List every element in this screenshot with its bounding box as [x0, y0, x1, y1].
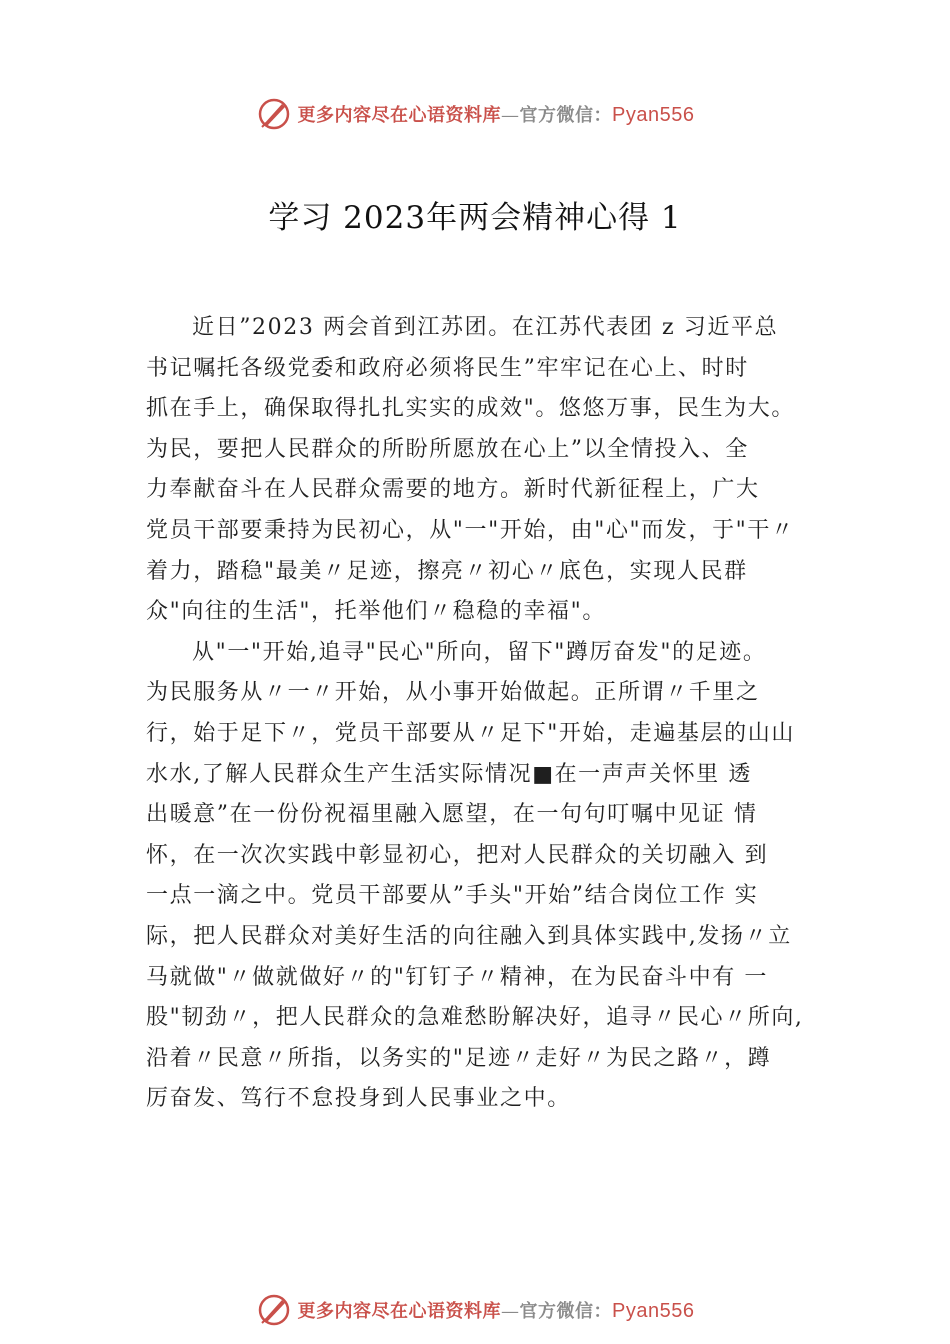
document-body [146, 308, 836, 1120]
text-line: 着力，踏稳"最美〃足迹，擦亮〃初心〃底色，实现人民群 [146, 558, 748, 584]
text-line: 书记嘱托各级党委和政府必须将民生”牢牢记在心上、时时 [146, 355, 749, 381]
paragraph-1 [146, 308, 836, 633]
text-line: 厉奋发、笃行不怠投身到人民事业之中。 [146, 1086, 571, 1112]
quill-pen-seal-icon [256, 1292, 292, 1328]
watermark-dash: — [501, 1301, 520, 1322]
watermark-wechat-id: Pyan556 [612, 1300, 695, 1322]
watermark-text [298, 101, 695, 127]
text-line: 际，把人民群众对美好生活的向往融入到具体实践中,发扬〃立 [146, 923, 792, 949]
text-line: 出暖意”在一份份祝福里融入愿望，在一句句叮嘱中见证 情 [146, 802, 758, 828]
watermark-site-text: 更多内容尽在心语资料库 [297, 1301, 502, 1322]
text-line: 从"一"开始,追寻"民心"所向，留下"蹲厉奋发"的足迹。 [192, 639, 767, 665]
text-line: 行，始于足下〃，党员干部要从〃足下"开始，走遍基层的山山 [146, 720, 795, 746]
text-line: 股"韧劲〃，把人民群众的急难愁盼解决好，追寻〃民心〃所向, [146, 1005, 804, 1031]
text-line: 众"向往的生活"，托举他们〃稳稳的幸福"。 [146, 599, 606, 625]
paragraph-2 [146, 633, 836, 1120]
watermark-text [298, 1297, 695, 1323]
watermark-wechat-id: Pyan556 [612, 104, 695, 126]
watermark-site-text: 更多内容尽在心语资料库 [297, 105, 502, 126]
text-line: 一点一滴之中。党员干部要从”手头"开始”结合岗位工作 实 [146, 883, 759, 909]
header-watermark [0, 94, 950, 134]
footer-watermark [0, 1290, 950, 1330]
text-line: 马就做"〃做就做好〃的"钉钉子〃精神，在为民奋斗中有 一 [146, 964, 769, 990]
text-line: 为民，要把人民群众的所盼所愿放在心上”以全情投入、全 [146, 436, 749, 462]
text-line: 沿着〃民意〃所指，以务实的"足迹〃走好〃为民之路〃，蹲 [146, 1045, 772, 1071]
text-line: 抓在手上，确保取得扎扎实实的成效"。悠悠万事，民生为大。 [146, 396, 795, 422]
page-title: 学习 2023年两会精神心得 1 [268, 200, 682, 236]
text-line: 怀，在一次次实践中彰显初心，把对人民群众的关切融入 到 [146, 842, 769, 868]
watermark-official-label: 官方微信： [519, 1301, 613, 1322]
text-line: 水水,了解人民群众生产生活实际情况■在一声声关怀里 透 [146, 761, 752, 787]
quill-pen-seal-icon [256, 96, 292, 132]
text-line: 力奉献奋斗在人民群众需要的地方。新时代新征程上，广大 [146, 477, 760, 503]
text-line: 为民服务从〃一〃开始，从小事开始做起。正所谓〃千里之 [146, 680, 760, 706]
watermark-dash: — [501, 105, 520, 126]
watermark-official-label: 官方微信： [519, 105, 613, 126]
text-line: 党员干部要秉持为民初心，从"一"开始，由"心"而发，于"干〃 [146, 517, 795, 543]
text-line: 近日”2023 两会首到江苏团。在江苏代表团 z 习近平总 [192, 315, 779, 340]
